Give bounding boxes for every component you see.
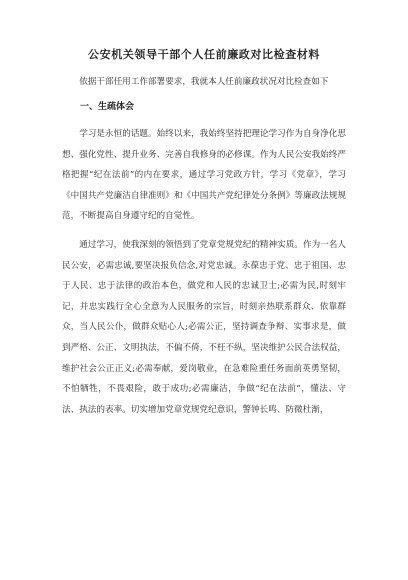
body-paragraph-1: 学习是永恒的话题。始终以来，我始终坚持把理论学习作为自身净化思想、强化党性、提升业务、完善自我修身的必修课。作为人民公安我始终严格把握“纪在法前”的内在要求，通过学习党政方针，学习《党章》，学习《中国共产党廉洁自律准则》和《中国共产党纪律处分条例》等廉政法规规范，不断提高自身遵守纪的自觉性。 bbox=[62, 129, 346, 222]
body-paragraph-2: 通过学习，使我深刻的领悟到了党章党规党纪的精神实质。作为一名人民公安，必需忠诚,要坚决报负信念,对党忠诚。永葆忠于党、忠于祖国、忠于人民、忠于法律的政治本色，做党和人民的忠诚卫士;必需为民,时刻牢记，并忠实践行全心全意为人民服务的宗旨，时刻亲热联系群众、依靠群众，当人民公仆，做群众贴心人;必需公正，坚持调查争辩、实事求是，做到严格、公正、文明执法，不偏不倚，不枉不纵，坚决维护公民合法权益，维护社会公正正义;必需奉献，爱岗敬业，在急难险重任务面前英勇坚韧，不怕牺牲，不畏艰险，敢于成功;必需廉洁，争做“纪在法前”，懂法、守法、执法的表率。切实增加党章党规党纪意识，警钟长鸣、防微杜渐， bbox=[62, 239, 346, 415]
document-title: 公安机关领导干部个人任前廉政对比检查材料 bbox=[88, 48, 320, 61]
section-heading: 一、生疏体会 bbox=[80, 102, 135, 112]
intro-paragraph: 依据干部任用工作部署要求，我就本人任前廉政状况对比检查如下 bbox=[79, 77, 329, 87]
